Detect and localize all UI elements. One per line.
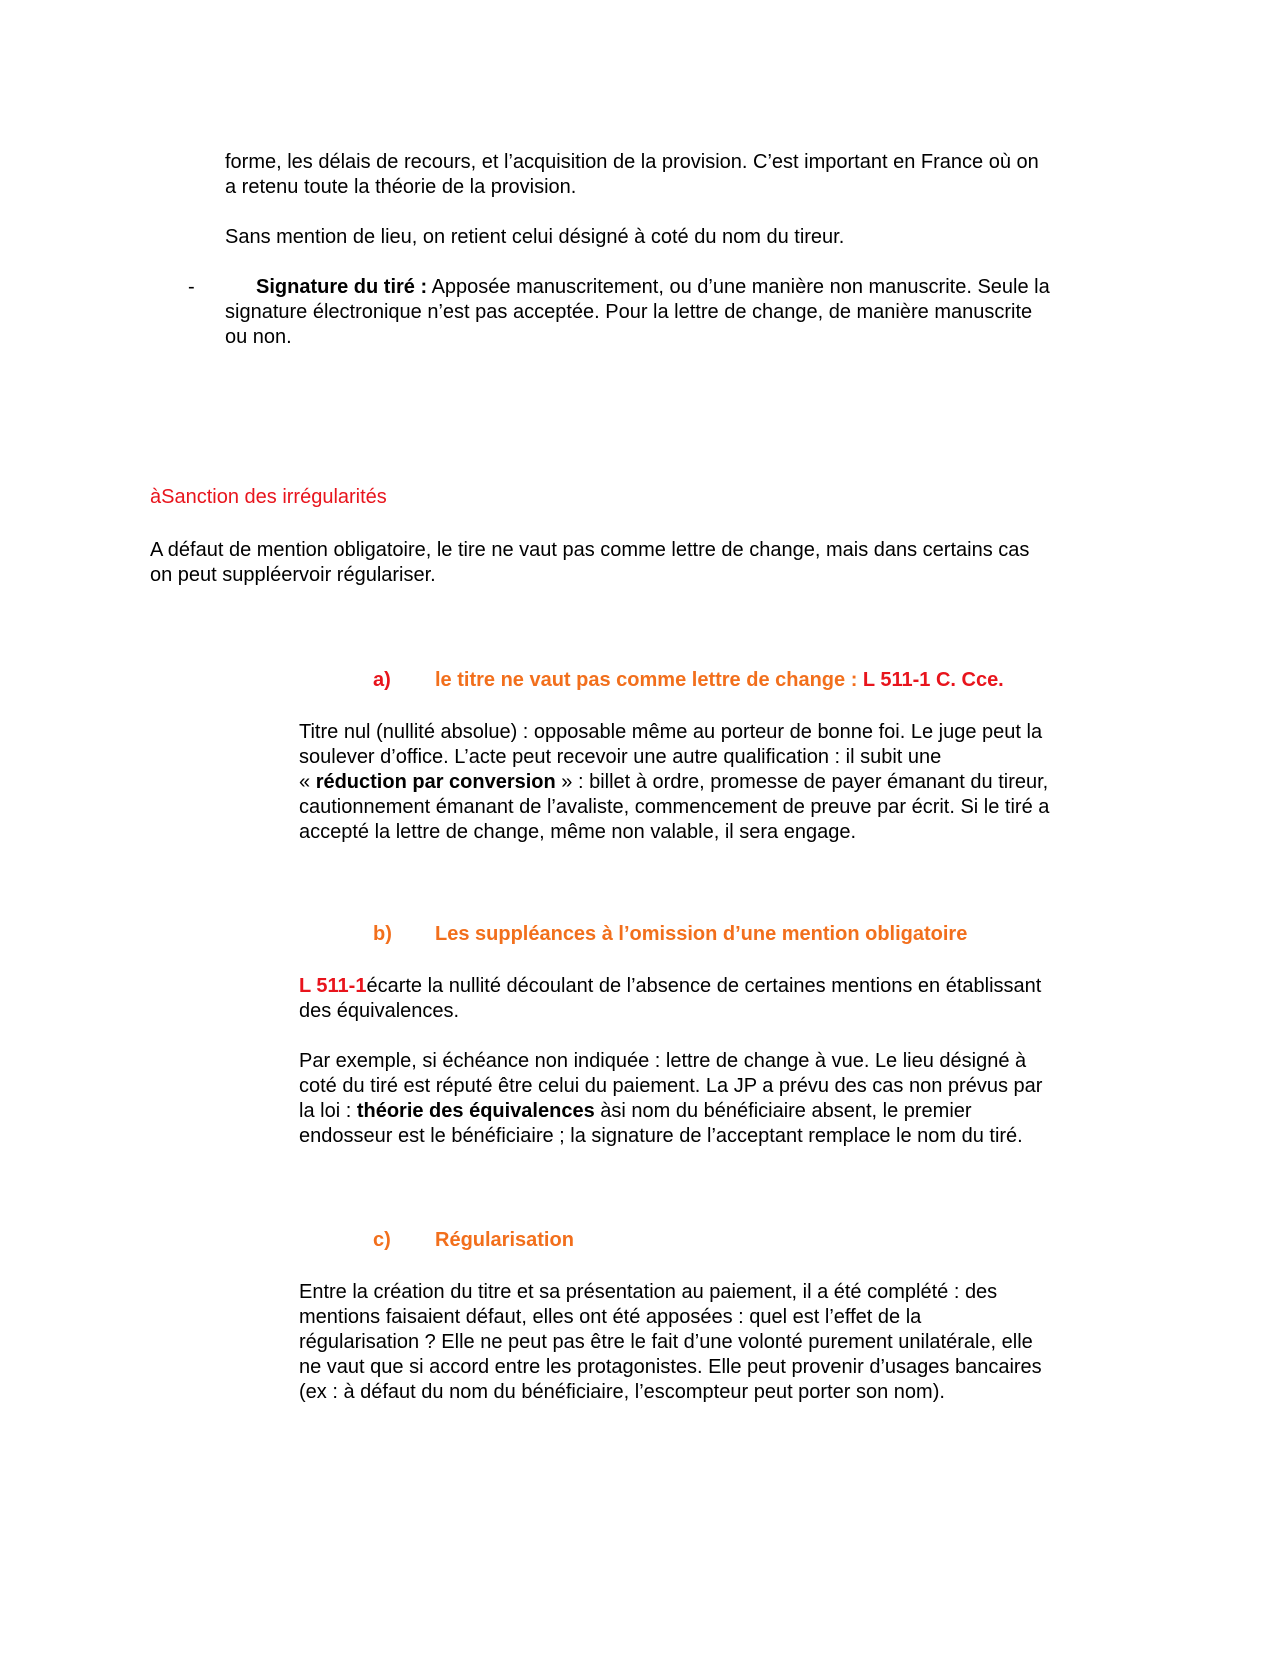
- subheading-letter: b): [373, 923, 392, 945]
- text-line: écarte la nullité découlant de l’absence de certaines mentions en établissant: [366, 975, 1042, 997]
- text-line: a retenu toute la théorie de la provision.: [225, 176, 577, 198]
- text-line: Apposée manuscritement, ou d’une manière non manuscrite. Seule la: [427, 276, 1050, 298]
- text-line: signature électronique n’est pas acceptée. Pour la lettre de change, de manière manuscrite: [225, 301, 1033, 323]
- subheading-c: [373, 1228, 1173, 1253]
- text-line: des équivalences.: [299, 1000, 460, 1022]
- text-line: A défaut de mention obligatoire, le tire ne vaut pas comme lettre de change, mais dans certains cas: [150, 539, 1030, 561]
- subheading-title: le titre ne vaut pas comme lettre de change :: [435, 669, 863, 691]
- paragraph-l511: [299, 974, 1159, 1024]
- subheading-title: Régularisation: [435, 1229, 574, 1251]
- text-line: on peut suppléervoir régulariser.: [150, 564, 436, 586]
- paragraph-exemple: [299, 1049, 1159, 1149]
- paragraph-provision: [225, 150, 1155, 200]
- text-line: cautionnement émanant de l’avaliste, commencement de preuve par écrit. Si le tiré a: [299, 796, 1050, 818]
- text-line: Par exemple, si échéance non indiquée : lettre de change à vue. Le lieu désigné à: [299, 1050, 1027, 1072]
- list-item-content: [188, 275, 1168, 350]
- text-line: àsi nom du bénéficiaire absent, le premier: [594, 1100, 972, 1122]
- text-line: mentions faisaient défaut, elles ont été apposées : quel est l’effet de la: [299, 1306, 922, 1328]
- text-line: accepté la lettre de change, même non valable, il sera engage.: [299, 821, 857, 843]
- paragraph-sanction-intro: [150, 538, 1150, 588]
- text-line: endosseur est le bénéficiaire ; la signature de l’acceptant remplace le nom du tiré.: [299, 1125, 1023, 1147]
- term-reduction: réduction par conversion: [315, 771, 556, 793]
- list-item-signature: [188, 275, 1168, 350]
- text-line: ou non.: [225, 326, 292, 348]
- list-item-first-line: [225, 275, 1168, 300]
- paragraph-lieu: [225, 225, 1155, 250]
- text-line: Sans mention de lieu, on retient celui désigné à coté du nom du tireur.: [225, 226, 845, 248]
- text-line: la loi :: [299, 1100, 357, 1122]
- subheading-title: Les suppléances à l’omission d’une mention obligatoire: [435, 923, 968, 945]
- text-line: forme, les délais de recours, et l’acquisition de la provision. C’est important en France où on: [225, 151, 1039, 173]
- text-line: régularisation ? Elle ne peut pas être le fait d’une volonté purement unilatérale, elle: [299, 1331, 1033, 1353]
- legal-reference: L 511-1: [299, 975, 367, 997]
- subheading-letter: a): [373, 669, 391, 691]
- legal-reference: L 511-1 C. Cce.: [862, 669, 1004, 691]
- text-line: ne vaut que si accord entre les protagonistes. Elle peut provenir d’usages bancaires: [299, 1356, 1042, 1378]
- text-line: (ex : à défaut du nom du bénéficiaire, l’escompteur peut porter son nom).: [299, 1381, 945, 1403]
- list-bullet: -: [188, 276, 195, 298]
- subheading-letter: c): [373, 1229, 391, 1251]
- text-line: Entre la création du titre et sa présentation au paiement, il a été complété : des: [299, 1281, 998, 1303]
- section-heading-sanction: [150, 485, 1050, 510]
- text-line: «: [299, 771, 316, 793]
- term-signature: Signature du tiré :: [256, 276, 428, 298]
- text-line: » : billet à ordre, promesse de payer émanant du tireur,: [555, 771, 1049, 793]
- heading-text: àSanction des irrégularités: [150, 486, 387, 508]
- paragraph-titre-nul: [299, 720, 1159, 845]
- subheading-a: [373, 668, 1173, 693]
- text-line: coté du tiré est réputé être celui du paiement. La JP a prévu des cas non prévus par: [299, 1075, 1043, 1097]
- subheading-b: [373, 922, 1173, 947]
- paragraph-regularisation: [299, 1280, 1159, 1405]
- term-equivalences: théorie des équivalences: [356, 1100, 595, 1122]
- text-line: Titre nul (nullité absolue) : opposable même au porteur de bonne foi. Le juge peut la: [299, 721, 1043, 743]
- text-line: soulever d’office. L’acte peut recevoir une autre qualification : il subit une: [299, 746, 942, 768]
